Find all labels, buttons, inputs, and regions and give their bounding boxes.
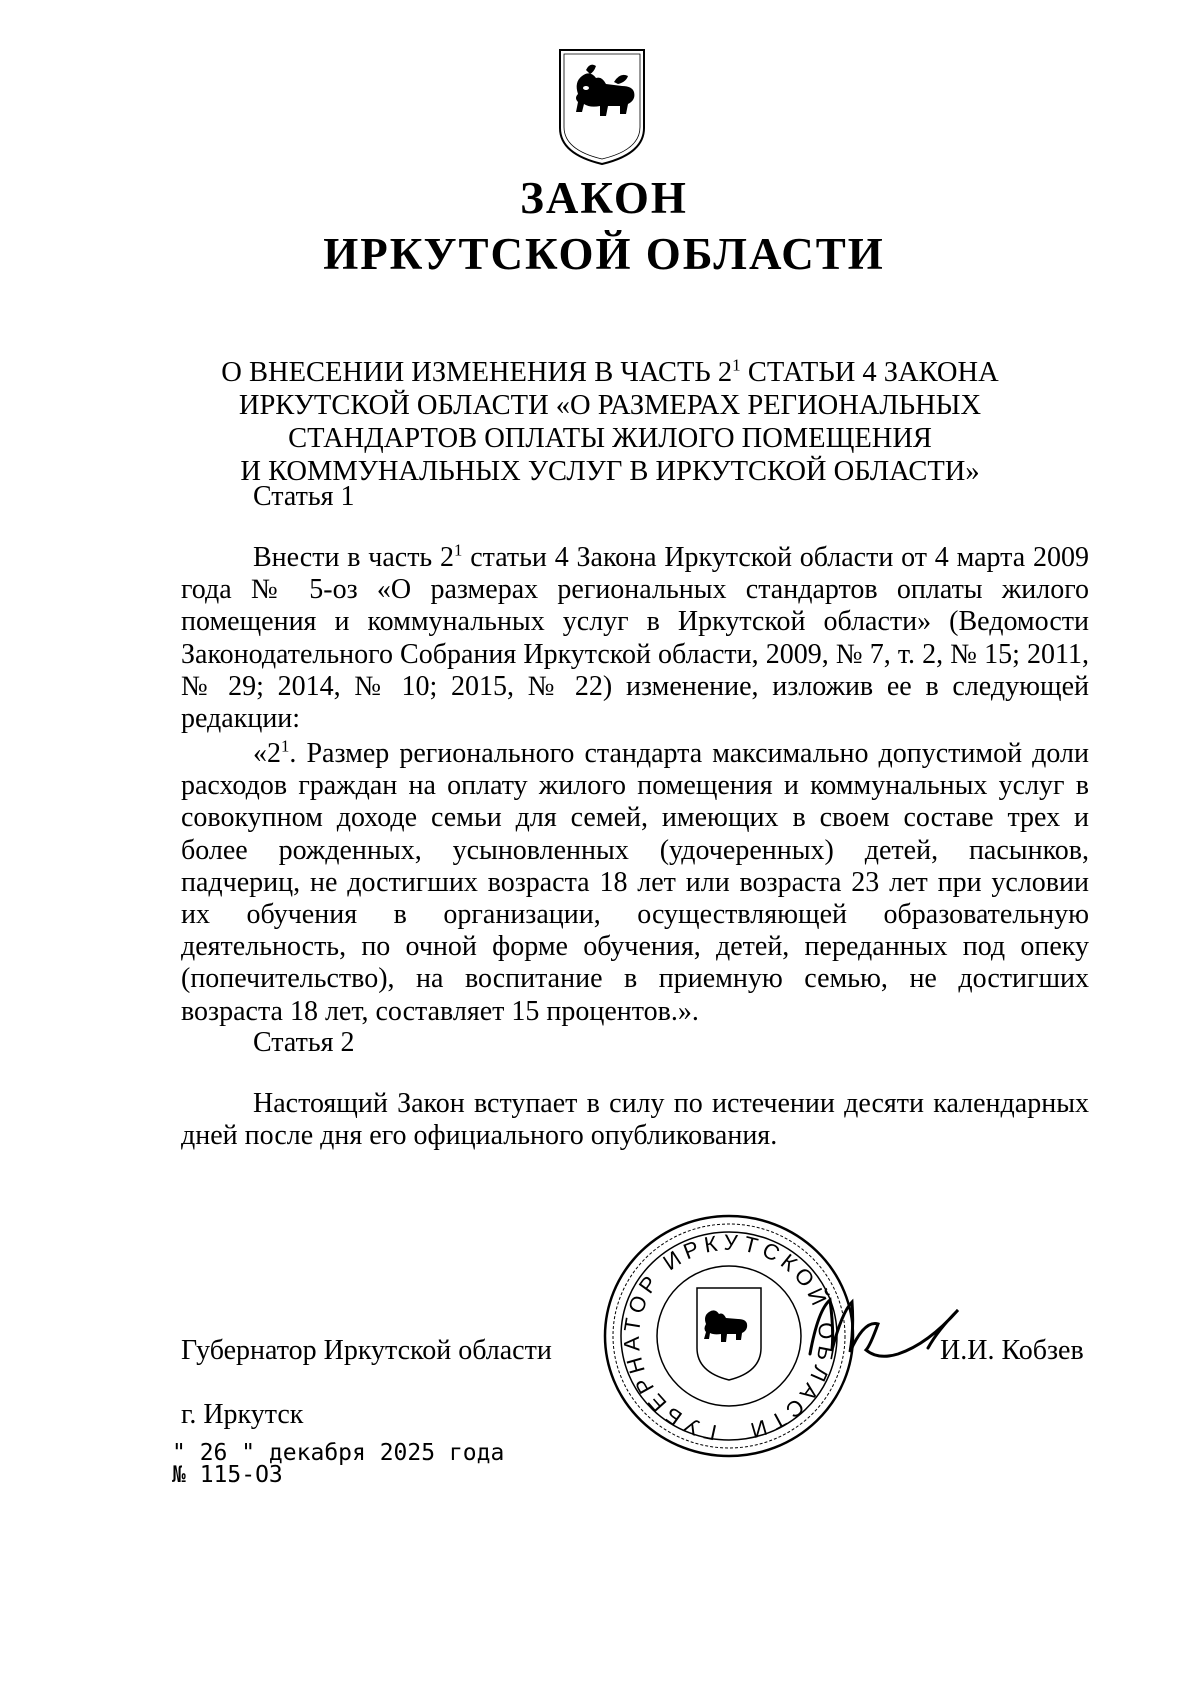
signatory-position: Губернатор Иркутской области [181, 1335, 552, 1366]
law-number: № 115-ОЗ [172, 1462, 283, 1488]
article-1-label: Статья 1 [253, 481, 355, 512]
law-heading [180, 356, 1040, 488]
article-1-paragraph-1: Внести в часть $2^1$ статьи 4 Закона Иркутской области от 4 марта 2009 года № 5-оз «О размерах региональных стандартов оплаты жилого помещения и коммунальных услуг в Иркутской области» (Ведомости Законодательного Собрания Иркутской области, 2009, № 7, т. 2, № 15; 2011, № 29; 2014, № 10; 2015, № 22) изменение, изложив ее в следующей редакции: [181, 540, 1089, 735]
issuer-title: ИРКУТСКОЙ ОБЛАСТИ [323, 229, 885, 279]
article-2-paragraph-1: Настоящий Закон вступает в силу по истечении десяти календарных дней после дня его официального опубликования. [181, 1088, 1089, 1152]
heading-line-3: СТАНДАРТОВ ОПЛАТЫ ЖИЛОГО ПОМЕЩЕНИЯ [288, 423, 932, 454]
heading-line-2: ИРКУТСКОЙ ОБЛАСТИ «О РАЗМЕРАХ РЕГИОНАЛЬНЫХ [238, 390, 982, 421]
svg-text:ГУБЕРНАТОР ИРКУТСКОЙ ОБЛАСТИ: ГУБЕРНАТОР ИРКУТСКОЙ ОБЛАСТИ [618, 1229, 840, 1446]
article-2-label: Статья 2 [253, 1027, 355, 1058]
heading-line-4: И КОММУНАЛЬНЫХ УСЛУГ В ИРКУТСКОЙ ОБЛАСТИ» [240, 456, 980, 487]
irkutsk-coat-of-arms-icon [556, 46, 648, 168]
article-1-paragraph-2: «$2^1$. Размер регионального стандарта максимально допустимой доли расходов граждан на оплату жилого помещения и коммунальных услуг в совокупном доходе семьи для семей, имеющих в своем составе трех и более рожденных, усыновленных (удочеренных) детей, пасынков, падчериц, не достигших возраста 18 лет или возраста 23 лет при условии их обучения в организации, осуществляющей образовательную деятельность, по очной форме обучения, детей, переданных под опеку (попечительство), на воспитание в приемную семью, не достигших возраста 18 лет, составляет 15 процентов.». [181, 736, 1089, 1027]
place-of-signing: г. Иркутск [181, 1399, 304, 1430]
signatory-name: И.И. Кобзев [940, 1335, 1084, 1366]
heading-line-1: О ВНЕСЕНИИ ИЗМЕНЕНИЯ В ЧАСТЬ $2^1$ СТАТЬИ 4 ЗАКОНА [221, 355, 999, 388]
signing-date: " 26 " декабря 2025 года [172, 1440, 505, 1466]
document-type-title: ЗАКОН [520, 173, 688, 223]
